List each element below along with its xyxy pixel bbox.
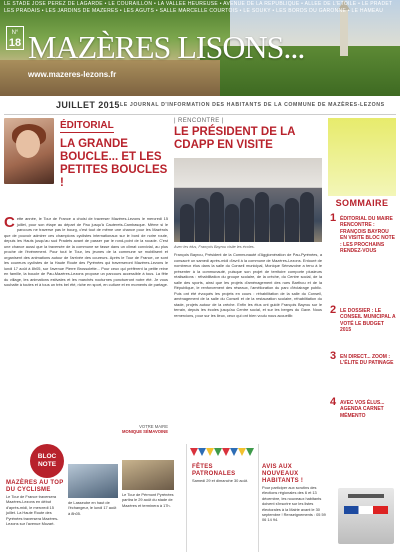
place-names-ticker bbox=[0, 0, 400, 16]
signature-name: MONIQUE SÉMAVOINE bbox=[122, 429, 168, 434]
sommaire-page: 3 bbox=[330, 350, 337, 362]
sommaire-page: 4 bbox=[330, 396, 337, 408]
masthead-banner bbox=[0, 0, 400, 96]
sommaire-page: 1 bbox=[330, 212, 337, 224]
mayor-portrait bbox=[4, 118, 54, 184]
issue-date: JUILLET 2015 bbox=[56, 100, 120, 110]
sommaire-item[interactable] bbox=[330, 396, 396, 419]
flag-icon bbox=[198, 448, 206, 456]
ballot-box-image bbox=[338, 488, 394, 544]
bloc-note-badge: BLOC NOTE bbox=[30, 444, 64, 478]
sommaire-text: ÉDITORIAL DU MAIRE RENCONTRE : FRANÇOIS BAYROU EN VISITE BLOC NOTE : LES PROCHAINS RENDEZ-VOUS bbox=[340, 216, 396, 255]
sommaire-section bbox=[328, 118, 396, 440]
flag-icon bbox=[238, 448, 246, 456]
sommaire-text: LE DOSSIER : LE CONSEIL MUNICIPAL A VOTÉ LE BUDGET 2015 bbox=[340, 308, 396, 334]
bloc-note-fetes bbox=[192, 464, 256, 483]
issue-label: N° bbox=[11, 30, 19, 36]
signature-role: VOTRE MAIRE bbox=[139, 424, 168, 429]
sommaire-page: 2 bbox=[330, 304, 337, 316]
person-silhouette bbox=[195, 198, 209, 242]
sommaire-title: SOMMAIRE bbox=[335, 198, 389, 208]
cycling-title: MAZÈRES AU TOP DU CYCLISME bbox=[6, 480, 64, 493]
person-silhouette bbox=[225, 204, 239, 242]
person-silhouette bbox=[270, 204, 284, 242]
bloc-note-col2: de Lasseube en haut de l'échangeur, le lundi 17 août à 8h05. bbox=[68, 500, 117, 516]
ticker-line-1: LE STADE JOSÉ PEREZ DE LAGARDE • LE COURAÏLLON • LA VALLÉE HEUREUSE • AVENUE DE LA RÉPUBLIQUE • ALLÉE DE L'ÉTOILE • LE PRADET bbox=[4, 1, 393, 7]
person-silhouette bbox=[210, 192, 224, 242]
editorial-section bbox=[4, 118, 168, 438]
bloc-note-habitants bbox=[262, 464, 330, 523]
person-silhouette bbox=[180, 204, 194, 242]
flag-icon bbox=[190, 448, 198, 456]
divider bbox=[4, 114, 396, 115]
cyclists-photo bbox=[68, 464, 118, 498]
ballot-slot bbox=[348, 494, 384, 498]
article-body: François Bayrou, Président de la Communauté d'Agglomération de Pau-Pyrénées, a consacré un samedi après-midi d'avril à la commune de Mazères-Lezons. Entouré de nombreux élus dans la salle du Conseil municipal, Monique Sémavoine a tenu à le présenter à la communauté, puisque son projet de territoire comporte plusieurs réalisations : réhabilitation du groupe scolaire, de la crèche, du Centre social, de la salle des sports, ainsi que les projets d'aménagement des rues Barthou et de la République, le renforcement des réseaux, l'amélioration du parc d'éclairage public. Puis ont été évoqués les projets en cours : réhabilitation de la salle du Conseil, aménagement de la salle du Conseil et de la restauration scolaire, réhabilitation du stade, projets autour de la crèche. Enfin les élus ont guidé François Bayrou sur le terrain, depuis les écoles jusqu'au Centre social, et sur les berges du Gave. Nous remercions, pour sur les lieux, ceux qui ont bien voulu nous accueillir. bbox=[174, 252, 322, 318]
tricolor-band bbox=[344, 506, 388, 514]
habitants-text: Pour participer aux scrutins des élections régionales des 6 et 13 décembre, les nouveaux habitants doivent s'inscrire sur les listes électorales à la Mairie avant le 30 septembre ! Renseignements : 05 59 06 14 94. bbox=[262, 485, 326, 523]
flag-icon bbox=[206, 448, 214, 456]
website-link[interactable]: www.mazeres-lezons.fr bbox=[28, 70, 117, 79]
editorial-title: LA GRANDE BOUCLE... ET LES PETITES BOUCLES ! bbox=[60, 138, 168, 189]
dropcap: C bbox=[4, 214, 15, 231]
fetes-text: Samedi 29 et dimanche 30 août. bbox=[192, 478, 249, 483]
person-silhouette bbox=[255, 192, 269, 242]
sommaire-band bbox=[328, 118, 396, 196]
person-silhouette bbox=[285, 198, 299, 242]
article-section bbox=[174, 118, 322, 438]
photo-caption: Avec les élus, François Bayrou visite les écoles. bbox=[174, 245, 255, 249]
sommaire-item[interactable] bbox=[330, 304, 396, 334]
bloc-note-section bbox=[0, 444, 400, 555]
portrait-face bbox=[16, 130, 40, 158]
flag-icon bbox=[246, 448, 254, 456]
habitants-title: AVIS AUX NOUVEAUX HABITANTS ! bbox=[262, 464, 304, 484]
tagline: LE JOURNAL D'INFORMATION DES HABITANTS DE LA COMMUNE DE MAZÈRES-LEZONS bbox=[120, 102, 385, 108]
stadium-photo bbox=[122, 460, 174, 490]
issue-value: 18 bbox=[8, 37, 22, 49]
editorial-text: ette année, le Tour de France a choisi de traverser Mazères-Lezons le mercredi 15 juillet, pour son étape au départ de Pau jusqu'à Cauterets-Cambasque. Même si le parcours ne traverse pas le bourg, c'est tout de même une chance pour les Mazérois que de pouvoir admirer ces champions cyclistes internationaux sur le bord de notre route, depuis les Hauts jusqu'au sud Pradets avant de passer par le rond-point de la rocade. C'est une chance aussi que la traversée de la commune se fasse dans un climat convivial, au plus proche de l'événement. Pour tout le Tour, les jeunes de la commune se mobilisent et organisent des animations autour de l'arrivée des coureurs. Après le Tour de France, ce sont les coureurs cyclistes de la Haute Route des Pyrénées qui traverseront Mazères-Lezons le lundi 17 août à 8h05, sur l'avenue Pierre Brossolette... Pour ceux qui préfèrent la petite reine en famille, la boucle de Pau-Mazères-Lezons propose un parcours accessible à tous. La fête du village, les animations estivales et les marchés nocturnes ponctueront notre été. Je vous souhaite à toutes et à tous un très bel été, riche en sport, en culture et en moments de partage. bbox=[4, 216, 168, 287]
editorial-signature bbox=[122, 424, 168, 434]
editorial-kicker: ÉDITORIAL bbox=[60, 120, 114, 131]
article-title: LE PRÉSIDENT DE LA CDAPP EN VISITE bbox=[174, 126, 295, 151]
dateline bbox=[0, 100, 400, 112]
fetes-title: FÊTES PATRONALES bbox=[192, 464, 236, 477]
cycling-text: Le Tour de France traversera Mazères-Lezons en début d'après-midi, le mercredi 15 juillet. La Haute Route des Pyrénées traversera Mazères-Lezons sur l'avenue Mozart. bbox=[6, 494, 59, 527]
person-silhouette bbox=[240, 198, 254, 242]
bunting-flags bbox=[190, 448, 254, 460]
sommaire-item[interactable] bbox=[330, 350, 396, 367]
sommaire-item[interactable] bbox=[330, 212, 396, 255]
bloc-note-cycling bbox=[6, 480, 64, 526]
ticker-line-2: LES PRADAIS • LES JARDINS DE MAZÈRES • LES AGUTS • SALLE MARCELLE COURTOIS • LE SOUKY • LES BORDS DU GARONNE • LE HAMEAU bbox=[4, 8, 384, 14]
journal-title: MAZÈRES LISONS... bbox=[28, 29, 305, 65]
bloc-note-col3: Le Tour de Pérmont Pyrénées partira le 29 août du stade de Mazères et terminera à 17h. bbox=[122, 492, 174, 508]
group-photo bbox=[174, 158, 322, 242]
editorial-body bbox=[4, 216, 168, 288]
sommaire-text: AVEC VOS ÉLUS... AGENDA CARNET MÉMENTO bbox=[340, 400, 385, 419]
flag-icon bbox=[230, 448, 238, 456]
article-rubric: | RENCONTRE | bbox=[174, 118, 224, 124]
flag-icon bbox=[222, 448, 230, 456]
flag-icon bbox=[214, 448, 222, 456]
person-silhouette bbox=[300, 192, 314, 242]
sommaire-text: EN DIRECT... ZOOM : L'ÉLITE DU PATINAGE bbox=[340, 354, 394, 367]
issue-number bbox=[6, 26, 24, 50]
